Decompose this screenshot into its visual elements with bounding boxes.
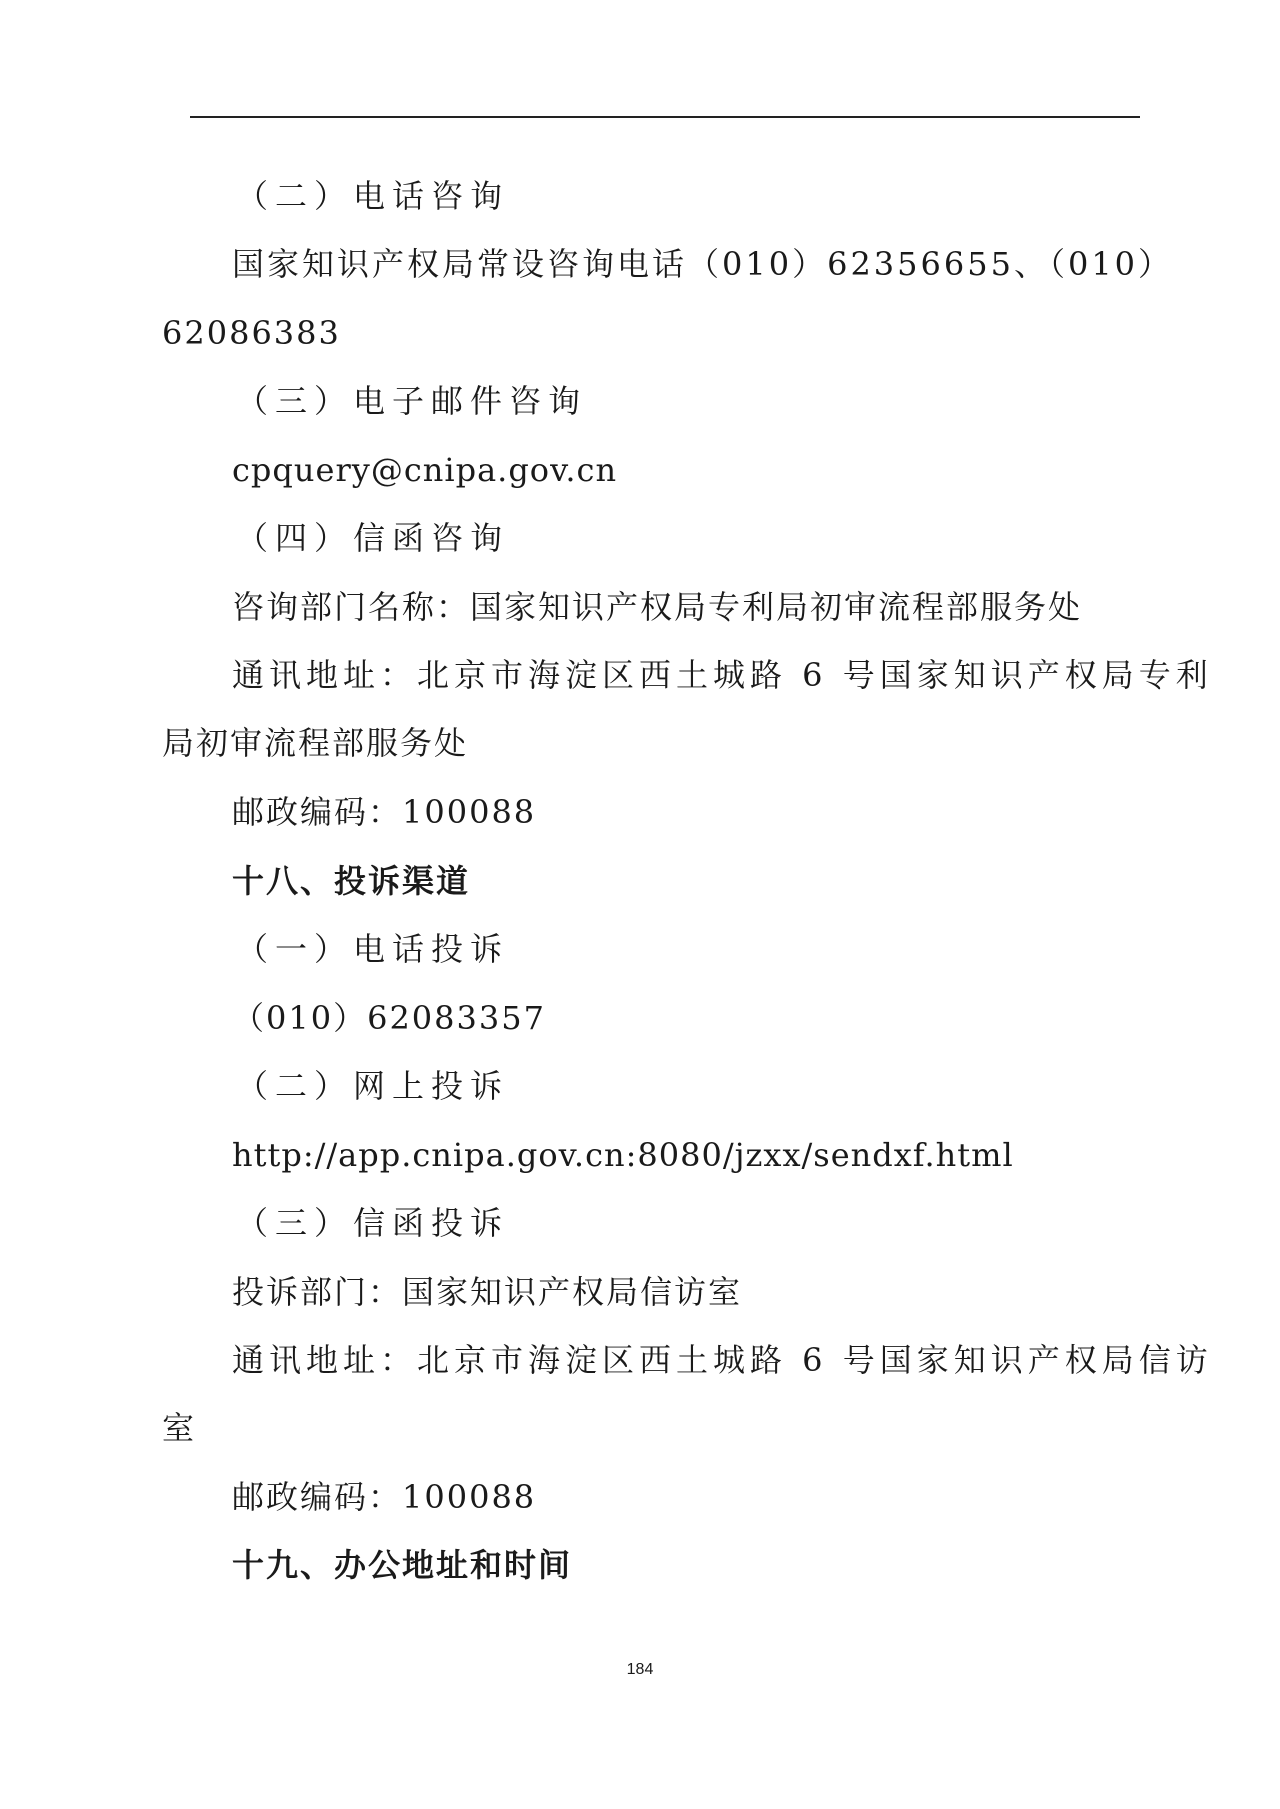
subheading-online-complaint: （二）网上投诉 — [236, 1067, 510, 1105]
complaint-postcode: 邮政编码：100088 — [232, 1478, 537, 1516]
complaint-address: 通讯地址：北京市海淀区西土城路 6 号国家知识产权局信访 — [232, 1341, 1213, 1379]
consult-department: 咨询部门名称：国家知识产权局专利局初审流程部服务处 — [232, 588, 1083, 626]
consult-address-cont: 局初审流程部服务处 — [162, 724, 469, 762]
complaint-url-link[interactable]: http://app.cnipa.gov.cn:8080/jzxx/sendxf.html — [232, 1136, 1014, 1174]
consult-postcode: 邮政编码：100088 — [232, 793, 537, 831]
complaint-department: 投诉部门：国家知识产权局信访室 — [232, 1273, 743, 1311]
subheading-phone-consult: （二）电话咨询 — [236, 177, 510, 215]
subheading-letter-consult: （四）信函咨询 — [236, 519, 510, 557]
email-address-link[interactable]: cpquery@cnipa.gov.cn — [232, 451, 618, 489]
complaint-phone: （010）62083357 — [232, 999, 546, 1037]
consult-address: 通讯地址：北京市海淀区西土城路 6 号国家知识产权局专利 — [232, 656, 1213, 694]
phone-consult-text-cont: 62086383 — [162, 314, 341, 352]
subheading-email-consult: （三）电子邮件咨询 — [236, 382, 588, 420]
section-heading-office: 十九、办公地址和时间 — [232, 1546, 573, 1584]
subheading-letter-complaint: （三）信函投诉 — [236, 1204, 510, 1242]
header-rule — [190, 116, 1140, 118]
subheading-phone-complaint: （一）电话投诉 — [236, 930, 510, 968]
phone-consult-text: 国家知识产权局常设咨询电话（010）62356655、（010） — [232, 245, 1174, 283]
page-number: 184 — [626, 1661, 654, 1678]
complaint-address-cont: 室 — [162, 1409, 197, 1447]
section-heading-complaints: 十八、投诉渠道 — [232, 862, 471, 900]
